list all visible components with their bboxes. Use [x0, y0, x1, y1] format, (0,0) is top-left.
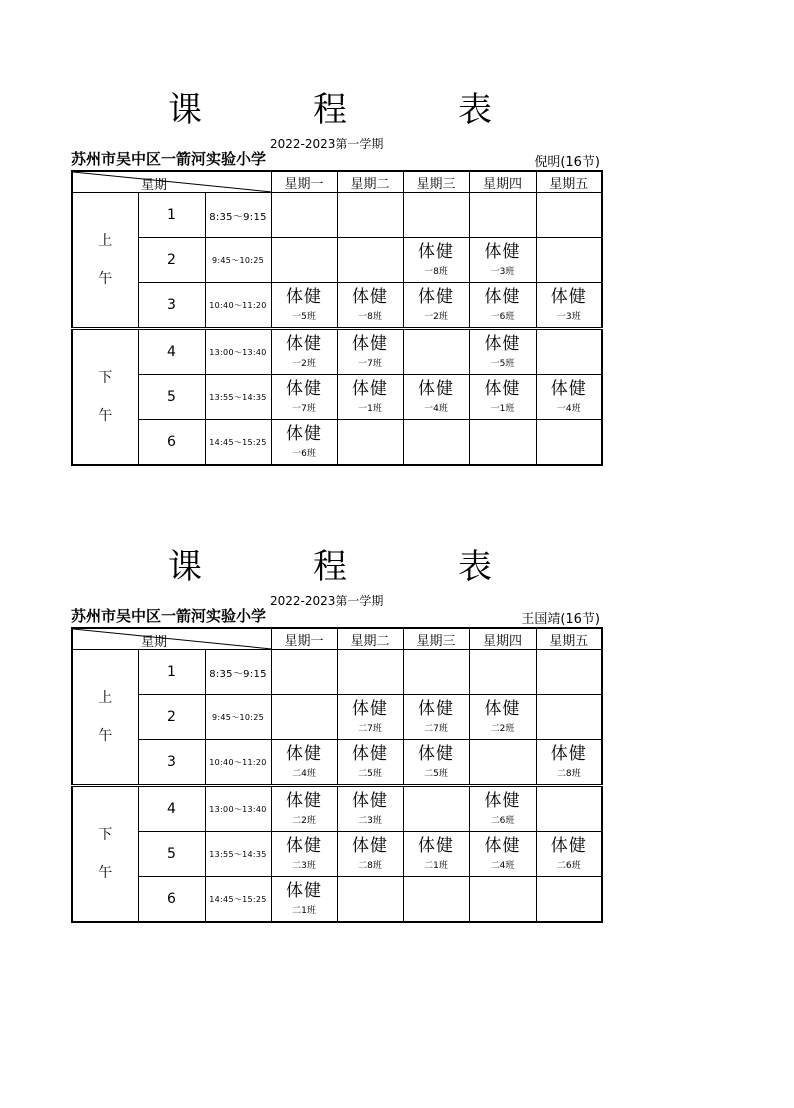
cell-content	[537, 877, 602, 921]
period-number: 5	[138, 375, 205, 420]
title-char: 程	[313, 90, 347, 130]
class-text: 二2班	[292, 816, 316, 826]
cell-content	[404, 238, 469, 282]
schedule-cell	[536, 375, 602, 420]
schedule-cell	[469, 832, 536, 877]
cell-content	[470, 193, 536, 237]
cell-content	[470, 832, 536, 876]
schedule-cell	[536, 329, 602, 375]
corner-diagonal	[73, 629, 272, 649]
cell-content	[338, 283, 403, 327]
schedule-cell	[403, 650, 469, 695]
schedule-cell	[469, 238, 536, 283]
title-char: 表	[458, 90, 492, 130]
class-text: 一2班	[292, 359, 316, 369]
schedule-cell	[337, 786, 403, 832]
schedule-cell	[271, 786, 337, 832]
cell-content	[537, 740, 602, 784]
cell-content	[404, 375, 469, 419]
half-char: 午	[98, 271, 113, 287]
class-text: 一7班	[292, 404, 316, 414]
schedule-cell	[337, 283, 403, 329]
cell-content	[404, 193, 469, 237]
schedule-cell	[271, 420, 337, 466]
cell-content	[272, 420, 337, 464]
day-header: 星期五	[536, 628, 602, 650]
class-text: 一6班	[292, 449, 316, 459]
schedule-cell	[337, 695, 403, 740]
schedule-cell	[536, 420, 602, 466]
schedule-cell	[271, 375, 337, 420]
period-row	[72, 695, 602, 740]
sheet-title	[130, 90, 530, 130]
subject-text: 体健	[352, 379, 388, 399]
schedule-cell	[271, 283, 337, 329]
subject-text: 体健	[352, 744, 388, 764]
period-row	[72, 283, 602, 329]
schedule-cell	[403, 238, 469, 283]
class-text: 二6班	[490, 816, 515, 826]
period-time: 8:35～9:15	[205, 650, 271, 695]
class-text: 一6班	[490, 312, 515, 322]
subject-text: 体健	[550, 287, 587, 307]
class-text: 一8班	[424, 267, 448, 277]
cell-content	[272, 283, 337, 327]
title-char: 课	[168, 547, 202, 587]
period-number: 3	[138, 740, 205, 786]
schedule-cell	[536, 740, 602, 786]
class-text: 二1班	[424, 861, 448, 871]
subject-text: 体健	[286, 881, 322, 901]
schedule-table	[71, 627, 603, 923]
schedule-cell	[469, 375, 536, 420]
schedule-cell	[337, 329, 403, 375]
period-row	[72, 650, 602, 695]
cell-content	[537, 420, 602, 464]
class-text: 二8班	[358, 861, 382, 871]
cell-content	[404, 695, 469, 739]
cell-content	[404, 330, 469, 374]
cell-content	[537, 832, 602, 876]
half-char: 下	[98, 827, 113, 843]
period-row	[72, 329, 602, 375]
cell-content	[537, 283, 602, 327]
subject-text: 体健	[286, 836, 322, 856]
school-name: 苏州市吴中区一箭河实验小学	[71, 150, 267, 168]
corner-label: 星期	[141, 178, 168, 193]
subject-text: 体健	[484, 287, 521, 307]
schedule-cell	[271, 193, 337, 238]
subject-text: 体健	[484, 379, 521, 399]
schedule-cell	[337, 238, 403, 283]
title-char: 课	[168, 90, 202, 130]
class-text: 二5班	[358, 769, 382, 779]
schedule-table	[71, 170, 603, 466]
corner-diagonal-line	[73, 172, 272, 192]
subject-text: 体健	[418, 744, 454, 764]
period-number: 3	[138, 283, 205, 329]
subject-text: 体健	[418, 836, 454, 856]
title-char: 表	[458, 547, 492, 587]
class-text: 一5班	[292, 312, 316, 322]
corner-cell	[72, 628, 271, 650]
class-text: 二5班	[424, 769, 448, 779]
day-header: 星期一	[271, 628, 337, 650]
period-row	[72, 193, 602, 238]
period-row	[72, 877, 602, 923]
morning-label	[72, 650, 138, 786]
schedule-cell	[271, 238, 337, 283]
schedule-cell	[403, 375, 469, 420]
subject-text: 体健	[418, 287, 454, 307]
subject-text: 体健	[352, 334, 388, 354]
schedule-cell	[403, 740, 469, 786]
cell-content	[404, 650, 469, 694]
class-text: 二3班	[358, 816, 382, 826]
schedule-cell	[403, 283, 469, 329]
cell-content	[338, 420, 403, 464]
cell-content	[537, 330, 602, 374]
class-text: 二6班	[556, 861, 581, 871]
schedule-cell	[469, 283, 536, 329]
half-char: 上	[98, 690, 113, 706]
schedule-cell	[271, 650, 337, 695]
subject-text: 体健	[484, 836, 521, 856]
day-header: 星期一	[271, 171, 337, 193]
schedule-cell	[337, 877, 403, 923]
schedule-cell	[337, 420, 403, 466]
day-header: 星期四	[469, 171, 536, 193]
schedule-cell	[403, 877, 469, 923]
period-time: 8:35～9:15	[205, 193, 271, 238]
subject-text: 体健	[352, 791, 388, 811]
period-row	[72, 238, 602, 283]
cell-content	[404, 283, 469, 327]
term-label: 2022-2023第一学期	[270, 594, 384, 608]
teacher-name: 倪明(16节)	[534, 155, 600, 170]
cell-content	[404, 740, 469, 784]
class-text: 二7班	[424, 724, 448, 734]
cell-content	[470, 695, 536, 739]
cell-content	[272, 740, 337, 784]
half-char: 午	[98, 408, 113, 424]
subject-text: 体健	[484, 334, 521, 354]
title-char: 程	[313, 547, 347, 587]
class-text: 一7班	[358, 359, 382, 369]
class-text: 二1班	[292, 906, 316, 916]
class-text: 二3班	[292, 861, 316, 871]
class-text: 二4班	[292, 769, 316, 779]
period-time: 13:00～13:40	[205, 329, 271, 375]
period-row	[72, 786, 602, 832]
corner-label: 星期	[141, 635, 168, 650]
schedule-cell	[403, 832, 469, 877]
day-header: 星期二	[337, 628, 403, 650]
schedule-cell	[469, 786, 536, 832]
subject-text: 体健	[418, 699, 454, 719]
period-time: 13:55～14:35	[205, 832, 271, 877]
schedule-cell	[469, 877, 536, 923]
period-row	[72, 832, 602, 877]
class-text: 一5班	[490, 359, 515, 369]
schedule-cell	[469, 329, 536, 375]
cell-content	[537, 375, 602, 419]
afternoon-label	[72, 786, 138, 923]
period-time: 9:45～10:25	[205, 695, 271, 740]
cell-content	[272, 238, 337, 282]
cell-content	[272, 787, 337, 831]
day-header: 星期二	[337, 171, 403, 193]
cell-content	[404, 787, 469, 831]
morning-label	[72, 193, 138, 329]
schedule-cell	[536, 877, 602, 923]
cell-content	[470, 238, 536, 282]
schedule-cell	[271, 740, 337, 786]
school-name: 苏州市吴中区一箭河实验小学	[71, 607, 267, 625]
header-row	[72, 628, 602, 650]
cell-content	[470, 787, 536, 831]
afternoon-label	[72, 329, 138, 466]
schedule-cell	[271, 832, 337, 877]
cell-content	[404, 420, 469, 464]
schedule-cell	[403, 420, 469, 466]
subject-text: 体健	[484, 699, 521, 719]
subject-text: 体健	[352, 287, 388, 307]
cell-content	[272, 832, 337, 876]
half-char: 下	[98, 370, 113, 386]
schedule-cell	[536, 786, 602, 832]
cell-content	[404, 832, 469, 876]
cell-content	[404, 877, 469, 921]
cell-content	[338, 695, 403, 739]
period-time: 13:55～14:35	[205, 375, 271, 420]
period-number: 2	[138, 238, 205, 283]
cell-content	[470, 650, 536, 694]
cell-content	[470, 420, 536, 464]
schedule-cell	[271, 877, 337, 923]
cell-content	[272, 375, 337, 419]
class-text: 二4班	[490, 861, 515, 871]
cell-content	[338, 330, 403, 374]
schedule-cell	[469, 420, 536, 466]
cell-content	[272, 193, 337, 237]
half-char: 上	[98, 233, 113, 249]
cell-content	[338, 832, 403, 876]
class-text: 二8班	[556, 769, 581, 779]
subject-text: 体健	[550, 836, 587, 856]
cell-content	[537, 238, 602, 282]
cell-content	[537, 193, 602, 237]
period-number: 2	[138, 695, 205, 740]
term-label: 2022-2023第一学期	[270, 137, 384, 151]
subject-text: 体健	[286, 791, 322, 811]
class-text: 一3班	[490, 267, 515, 277]
cell-content	[272, 877, 337, 921]
half-char: 午	[98, 728, 113, 744]
teacher-name: 王国靖(16节)	[521, 612, 600, 627]
period-time: 14:45～15:25	[205, 877, 271, 923]
cell-content	[338, 193, 403, 237]
schedule-cell	[536, 283, 602, 329]
schedule-cell	[536, 695, 602, 740]
schedule-cell	[403, 695, 469, 740]
cell-content	[470, 283, 536, 327]
day-header: 星期三	[403, 171, 469, 193]
period-number: 5	[138, 832, 205, 877]
cell-content	[338, 238, 403, 282]
schedule-cell	[536, 238, 602, 283]
cell-content	[470, 740, 536, 784]
period-number: 6	[138, 420, 205, 466]
corner-cell	[72, 171, 271, 193]
corner-diagonal-line	[73, 629, 272, 649]
schedule-cell	[469, 695, 536, 740]
schedule-cell	[536, 193, 602, 238]
subject-text: 体健	[484, 242, 521, 262]
schedule-cell	[337, 740, 403, 786]
period-number: 6	[138, 877, 205, 923]
subject-text: 体健	[286, 744, 322, 764]
cell-content	[338, 650, 403, 694]
subject-text: 体健	[418, 242, 454, 262]
half-char: 午	[98, 865, 113, 881]
cell-content	[338, 787, 403, 831]
schedule-cell	[469, 650, 536, 695]
period-row	[72, 740, 602, 786]
subject-text: 体健	[352, 699, 388, 719]
subject-text: 体健	[418, 379, 454, 399]
schedule-cell	[469, 740, 536, 786]
class-text: 一4班	[556, 404, 581, 414]
class-text: 一1班	[490, 404, 515, 414]
subject-text: 体健	[484, 791, 521, 811]
subject-text: 体健	[286, 424, 322, 444]
day-header: 星期五	[536, 171, 602, 193]
period-row	[72, 420, 602, 466]
subject-text: 体健	[550, 744, 587, 764]
schedule-cell	[337, 193, 403, 238]
cell-content	[272, 695, 337, 739]
sheet-title	[130, 547, 530, 587]
class-text: 一3班	[556, 312, 581, 322]
cell-content	[470, 877, 536, 921]
period-time: 10:40～11:20	[205, 740, 271, 786]
cell-content	[338, 740, 403, 784]
period-row	[72, 375, 602, 420]
cell-content	[470, 375, 536, 419]
day-header: 星期四	[469, 628, 536, 650]
cell-content	[537, 650, 602, 694]
schedule-cell	[403, 329, 469, 375]
schedule-cell	[403, 786, 469, 832]
schedule-cell	[469, 193, 536, 238]
class-text: 一1班	[358, 404, 382, 414]
class-text: 二2班	[490, 724, 515, 734]
class-text: 一4班	[424, 404, 448, 414]
subject-text: 体健	[352, 836, 388, 856]
cell-content	[470, 330, 536, 374]
cell-content	[272, 330, 337, 374]
cell-content	[537, 787, 602, 831]
period-time: 14:45～15:25	[205, 420, 271, 466]
subject-text: 体健	[286, 287, 322, 307]
period-time: 13:00～13:40	[205, 786, 271, 832]
cell-content	[537, 695, 602, 739]
cell-content	[338, 375, 403, 419]
period-number: 4	[138, 786, 205, 832]
header-row	[72, 171, 602, 193]
period-number: 1	[138, 193, 205, 238]
period-number: 4	[138, 329, 205, 375]
cell-content	[272, 650, 337, 694]
schedule-cell	[403, 193, 469, 238]
period-time: 10:40～11:20	[205, 283, 271, 329]
schedule-cell	[337, 832, 403, 877]
class-text: 二7班	[358, 724, 382, 734]
schedule-cell	[536, 650, 602, 695]
schedule-cell	[271, 695, 337, 740]
cell-content	[338, 877, 403, 921]
schedule-cell	[337, 650, 403, 695]
corner-diagonal	[73, 172, 272, 192]
class-text: 一8班	[358, 312, 382, 322]
subject-text: 体健	[550, 379, 587, 399]
subject-text: 体健	[286, 379, 322, 399]
day-header: 星期三	[403, 628, 469, 650]
schedule-cell	[536, 832, 602, 877]
schedule-cell	[271, 329, 337, 375]
subject-text: 体健	[286, 334, 322, 354]
schedule-cell	[337, 375, 403, 420]
period-time: 9:45～10:25	[205, 238, 271, 283]
class-text: 一2班	[424, 312, 448, 322]
period-number: 1	[138, 650, 205, 695]
